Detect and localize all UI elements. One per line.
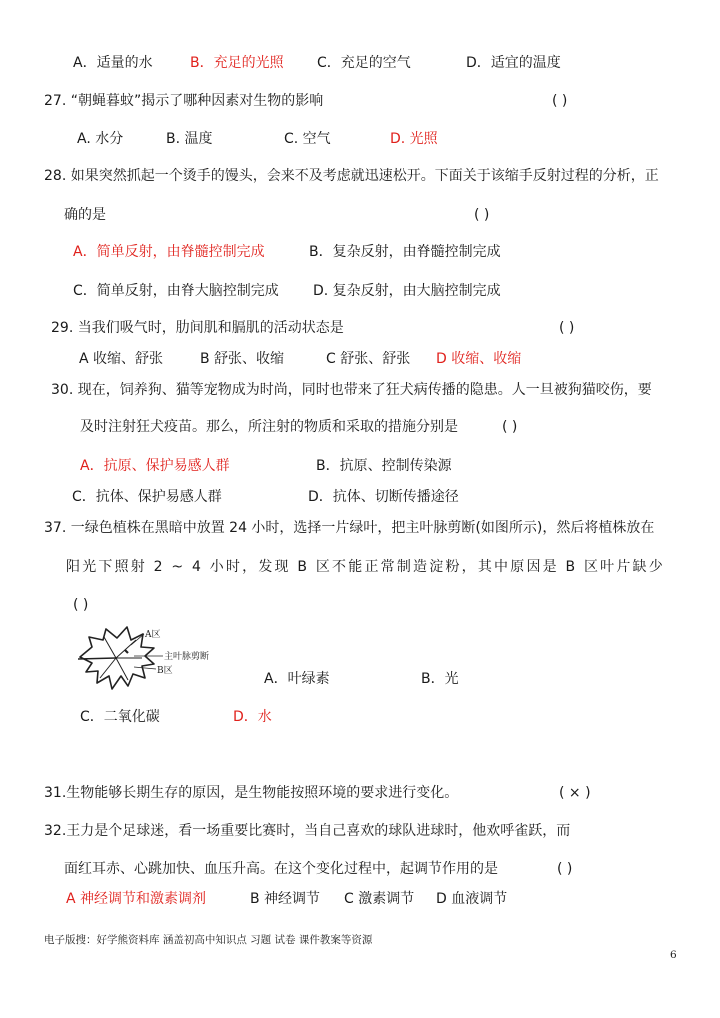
q30-option-b: B．抗原、控制传染源 bbox=[316, 458, 452, 474]
footer-text: 电子版搜：好学熊资料库 涵盖初高中知识点 习题 试卷 课件教案等资源 bbox=[44, 934, 373, 946]
leaf-diagram bbox=[76, 623, 226, 695]
label-a-region: A区 bbox=[145, 630, 161, 640]
label-vein-cut: 主叶脉剪断 bbox=[164, 652, 210, 662]
q30-stem-line1: 30. 现在，饲养狗、猫等宠物成为时尚，同时也带来了狂犬病传播的隐患。人一旦被狗猫咬伤，要 bbox=[51, 382, 652, 398]
page-number: 6 bbox=[670, 949, 677, 961]
q26-option-c: C．充足的空气 bbox=[317, 55, 411, 71]
q26-option-b-answer: B．充足的光照 bbox=[190, 55, 284, 71]
q26-option-a: A．适量的水 bbox=[73, 55, 153, 71]
q29-option-c: C 舒张、舒张 bbox=[326, 351, 411, 367]
q37-stem-text: 一绿色植株在黑暗中放置 24 小时，选择一片绿叶，把主叶脉剪断(如图所示)，然后将植株放在 bbox=[66, 520, 655, 536]
q37-stem-line2: 阳光下照射 2 ~ 4 小时，发现 B 区不能正常制造淀粉，其中原因是 B 区叶片缺少 bbox=[66, 559, 665, 575]
q30-stem-line2: 及时注射狂犬疫苗。那么，所注射的物质和采取的措施分别是 bbox=[80, 419, 458, 435]
q29-stem: 29. 当我们吸气时，肋间肌和膈肌的活动状态是 bbox=[51, 320, 344, 336]
q37-option-d-answer: D．水 bbox=[233, 709, 272, 725]
q32-stem-line2: 面红耳赤、心跳加快、血压升高。在这个变化过程中，起调节作用的是 bbox=[64, 861, 498, 877]
q37-stem-line1 bbox=[44, 519, 654, 537]
q37-option-b: B．光 bbox=[421, 671, 459, 687]
q28-option-c: C．简单反射，由脊大脑控制完成 bbox=[73, 283, 279, 299]
label-b-region: B区 bbox=[157, 666, 173, 676]
leaf-petiole bbox=[78, 658, 116, 659]
q30-option-d: D．抗体、切断传播途径 bbox=[308, 489, 459, 505]
q29-paren: ( ) bbox=[559, 320, 575, 336]
q27-paren: ( ) bbox=[552, 93, 568, 109]
q28-option-b: B．复杂反射，由脊髓控制完成 bbox=[309, 244, 501, 260]
q29-option-b: B 舒张、收缩 bbox=[200, 351, 285, 367]
q31-answer: ( × ) bbox=[559, 785, 591, 801]
q32-option-b: B 神经调节 bbox=[250, 891, 321, 907]
q27-option-c: C. 空气 bbox=[284, 131, 331, 147]
q28-option-d: D. 复杂反射，由大脑控制完成 bbox=[313, 283, 501, 299]
q37-paren: ( ) bbox=[73, 597, 89, 613]
q27-option-b: B. 温度 bbox=[166, 131, 213, 147]
q31-stem: 31.生物能够长期生存的原因，是生物能按照环境的要求进行变化。 bbox=[44, 785, 459, 801]
q37-option-a: A．叶绿素 bbox=[264, 671, 330, 687]
q26-option-d: D．适宜的温度 bbox=[466, 55, 561, 71]
q28-stem-line1: 28. 如果突然抓起一个烫手的馒头，会来不及考虑就迅速松开。下面关于该缩手反射过程的分析，正 bbox=[44, 168, 659, 184]
q28-option-a-answer: A．简单反射，由脊髓控制完成 bbox=[73, 244, 265, 260]
q27-option-d-answer: D. 光照 bbox=[390, 131, 438, 147]
q29-option-a: A 收缩、舒张 bbox=[79, 351, 164, 367]
q29-option-d-answer: D 收缩、收缩 bbox=[436, 351, 522, 367]
q27-stem: 27. “朝蝇暮蚊”揭示了哪种因素对生物的影响 bbox=[44, 93, 324, 109]
q28-paren: ( ) bbox=[474, 207, 490, 223]
q32-paren: ( ) bbox=[557, 861, 573, 877]
q27-option-a: A. 水分 bbox=[77, 131, 124, 147]
q32-option-a-answer: A 神经调节和激素调剂 bbox=[66, 891, 207, 907]
q32-option-c: C 激素调节 bbox=[344, 891, 415, 907]
q32-stem-line1: 32.王力是个足球迷，看一场重要比赛时，当自己喜欢的球队进球时，他欢呼雀跃，而 bbox=[44, 823, 571, 839]
q32-option-d: D 血液调节 bbox=[436, 891, 508, 907]
q30-paren: ( ) bbox=[502, 419, 518, 435]
q28-stem-line2: 确的是 bbox=[64, 207, 106, 223]
q37-option-c: C．二氧化碳 bbox=[80, 709, 160, 725]
q37-number: 37. bbox=[44, 520, 67, 536]
q30-option-a-answer: A．抗原、保护易感人群 bbox=[80, 458, 230, 474]
q30-option-c: C．抗体、保护易感人群 bbox=[72, 489, 222, 505]
